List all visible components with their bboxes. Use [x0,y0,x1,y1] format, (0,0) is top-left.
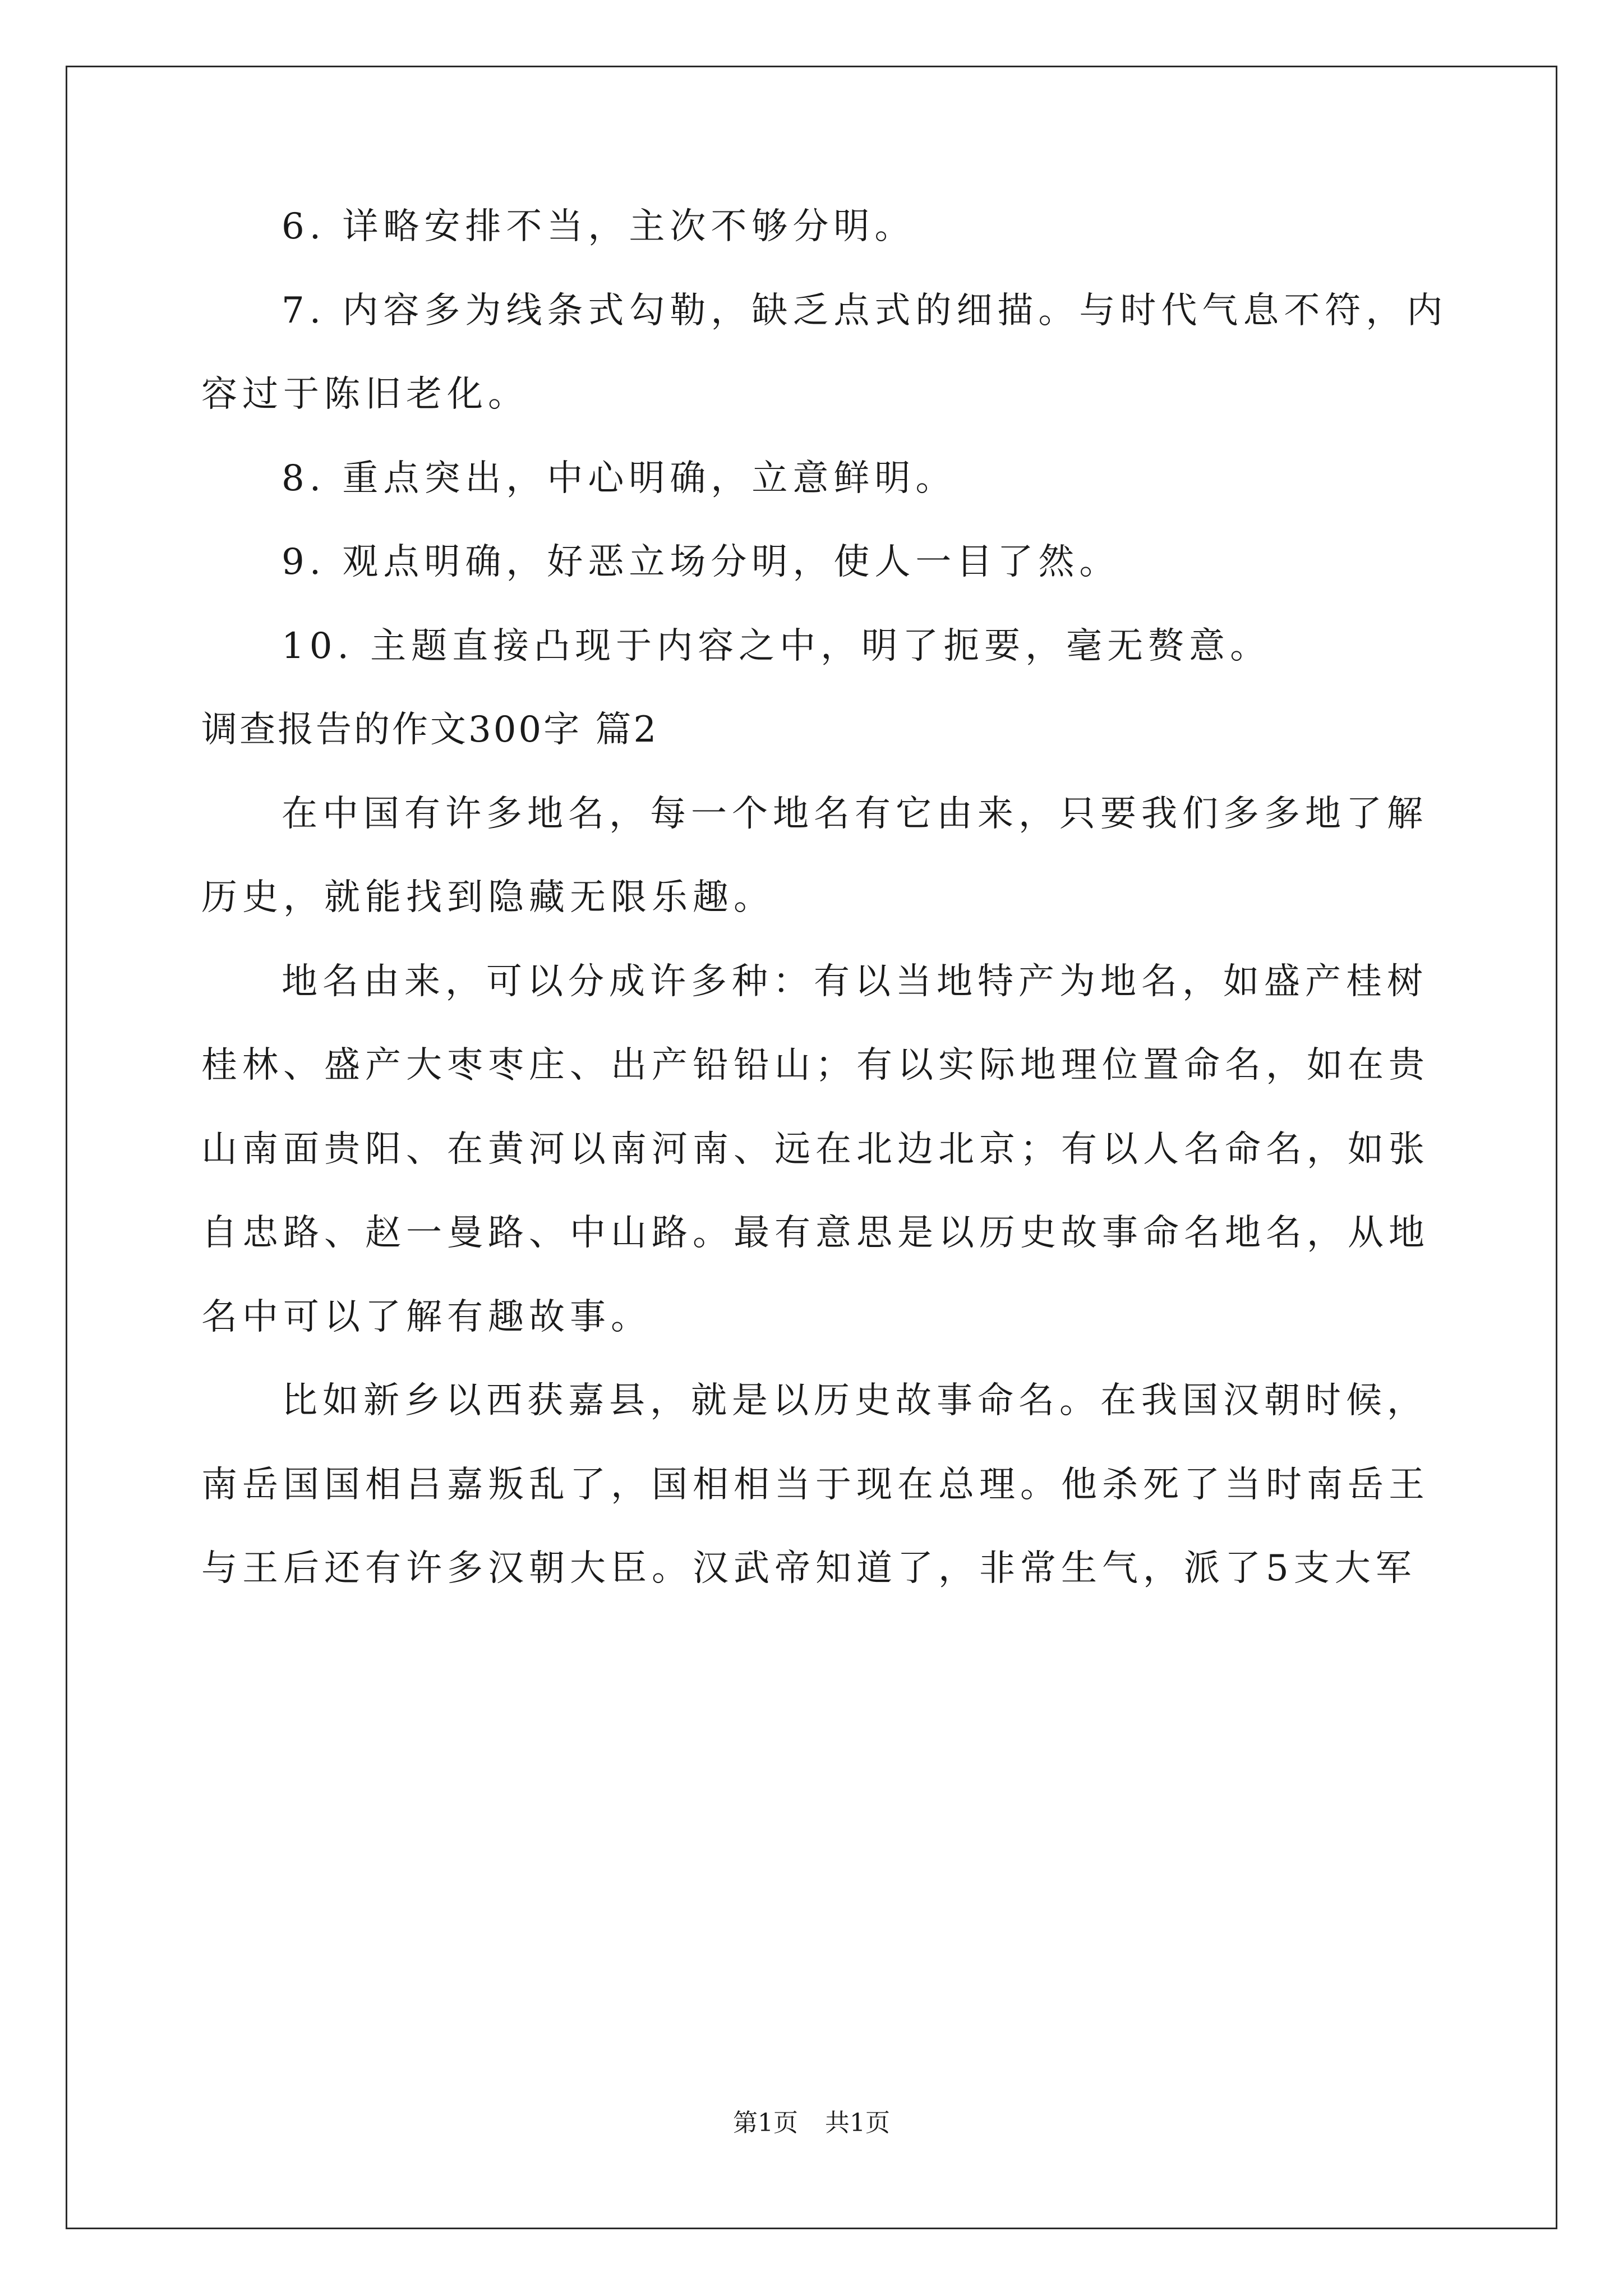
paragraph-line: 比如新乡以西获嘉县，就是以历史故事命名。在我国汉朝时候， [282,1380,1428,1421]
paragraph-line: 地名由来，可以分成许多种：有以当地特产为地名，如盛产桂树 [282,960,1428,1002]
page-total: 共1页 [825,2109,890,2137]
paragraph-line: 名中可以了解有趣故事。 [201,1296,652,1338]
paragraph-line: 自忠路、赵一曼路、中山路。最有意思是以历史故事命名地名，从地 [201,1212,1430,1254]
list-item: 7. 内容多为线条式勾勒，缺乏点式的细描。与时代气息不符，内 [282,289,1448,332]
section-heading: 调查报告的作文300字 篇2 [201,709,659,751]
list-item: 6. 详略安排不当，主次不够分明。 [282,206,916,247]
paragraph-line: 山南面贵阳、在黄河以南河南、远在北边北京；有以人名命名，如张 [201,1128,1430,1170]
page-number: 第1页 [733,2109,798,2137]
paragraph-line: 桂林、盛产大枣枣庄、出产铅铅山；有以实际地理位置命名，如在贵 [201,1045,1430,1086]
list-item: 10. 主题直接凸现于内容之中，明了扼要，毫无赘意。 [282,625,1271,667]
paragraph-line: 南岳国国相吕嘉叛乱了，国相相当于现在总理。他杀死了当时南岳王 [201,1464,1430,1506]
document-body [201,185,1448,1611]
list-item-continuation: 容过于陈旧老化。 [201,374,529,415]
paragraph-line: 历史，就能找到隐藏无限乐趣。 [201,877,774,918]
paragraph-line: 在中国有许多地名，每一个地名有它由来，只要我们多多地了解 [282,793,1428,835]
paragraph-line: 与王后还有许多汉朝大臣。汉武帝知道了，非常生气，派了5支大军 [201,1548,1417,1589]
page-footer [0,2106,1623,2140]
list-item: 9. 观点明确，好恶立场分明，使人一目了然。 [282,541,1121,583]
list-item: 8. 重点突出，中心明确，立意鲜明。 [282,457,957,499]
